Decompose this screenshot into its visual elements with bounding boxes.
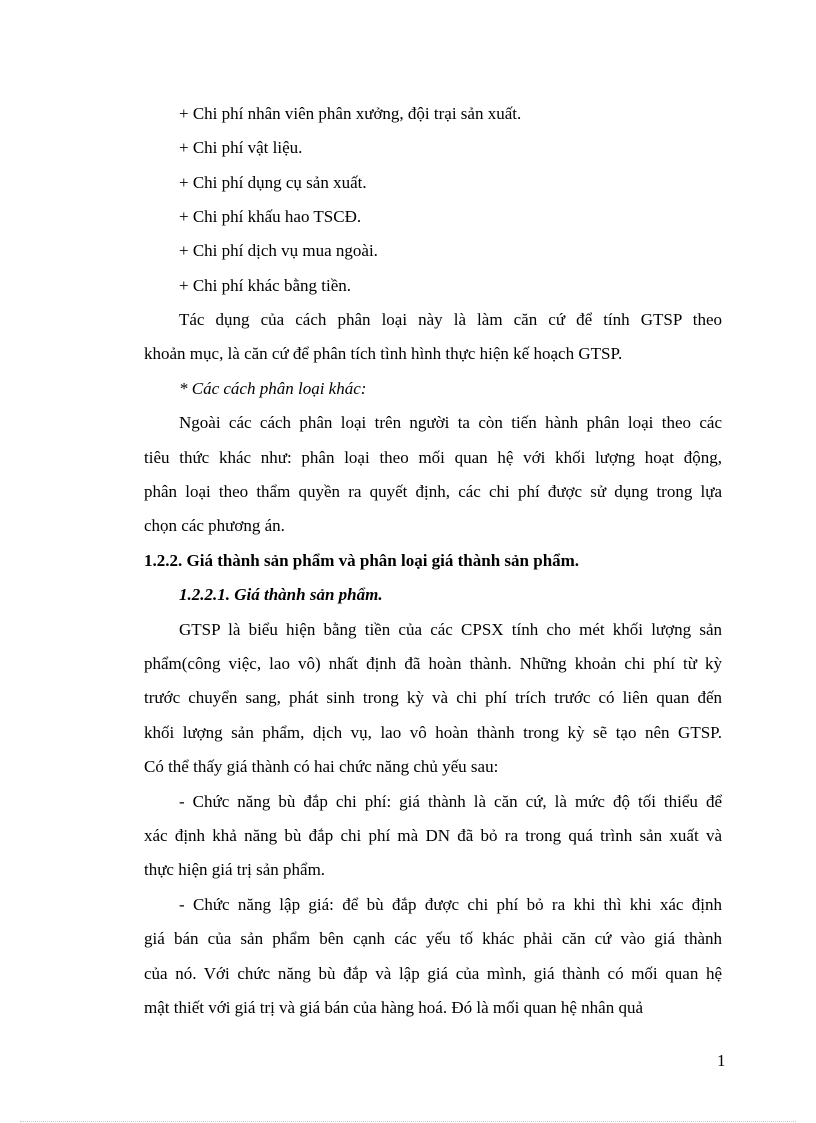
paragraph-line: - Chức năng bù đắp chi phí: giá thành là căn cứ, là mức độ tối thiểu để xyxy=(179,792,722,811)
paragraph-line: Tác dụng của cách phân loại này là làm căn cứ để tính GTSP theo xyxy=(179,310,722,329)
paragraph-line: Có thể thấy giá thành có hai chức năng chủ yếu sau: xyxy=(144,757,499,776)
other-methods-heading: * Các cách phân loại khác: xyxy=(179,379,367,398)
paragraph-line: thực hiện giá trị sản phẩm. xyxy=(144,860,326,879)
paragraph-line: mật thiết với giá trị và giá bán của hàng hoá. Đó là mối quan hệ nhân quả xyxy=(144,998,644,1017)
paragraph-line: giá bán của sản phẩm bên cạnh các yếu tố khác phải căn cứ vào giá thành xyxy=(144,929,722,948)
bullet-item: + Chi phí khấu hao TSCĐ. xyxy=(179,207,362,226)
bullet-item: + Chi phí nhân viên phân xưởng, đội trại sản xuất. xyxy=(179,104,522,123)
section-heading: 1.2.2. Giá thành sản phẩm và phân loại giá thành sản phẩm. xyxy=(144,551,580,570)
bullet-item: + Chi phí dụng cụ sản xuất. xyxy=(179,173,367,192)
paragraph-line: khối lượng sản phẩm, dịch vụ, lao vô hoàn thành trong kỳ sẽ tạo nên GTSP. xyxy=(144,723,722,742)
paragraph-line: chọn các phương án. xyxy=(144,516,285,535)
paragraph-line: xác định khả năng bù đắp chi phí mà DN đã bỏ ra trong quá trình sản xuất và xyxy=(144,826,722,845)
page-number: 1 xyxy=(717,1051,726,1070)
paragraph-line: của nó. Với chức năng bù đắp và lập giá của mình, giá thành có mối quan hệ xyxy=(144,964,722,983)
paragraph-line: - Chức năng lập giá: để bù đắp được chi phí bỏ ra khi thì khi xác định xyxy=(179,895,722,914)
bullet-item: + Chi phí dịch vụ mua ngoài. xyxy=(179,241,378,260)
paragraph-line: Ngoài các cách phân loại trên người ta còn tiến hành phân loại theo các xyxy=(179,413,722,432)
paragraph-line: phẩm(công việc, lao vô) nhất định đã hoàn thành. Những khoản chi phí từ kỳ xyxy=(144,654,722,673)
paragraph-line: GTSP là biểu hiện bằng tiền của các CPSX tính cho mét khối lượng sản xyxy=(179,620,722,639)
paragraph-line: tiêu thức khác như: phân loại theo mối quan hệ với khối lượng hoạt động, xyxy=(144,448,722,467)
paragraph-line: khoản mục, là căn cứ để phân tích tình hình thực hiện kế hoạch GTSP. xyxy=(144,344,623,363)
bullet-item: + Chi phí khác bằng tiền. xyxy=(179,276,352,295)
page-bottom-divider xyxy=(20,1121,796,1122)
bullet-item: + Chi phí vật liệu. xyxy=(179,138,303,157)
paragraph-line: trước chuyển sang, phát sinh trong kỳ và chi phí trích trước có liên quan đến xyxy=(144,688,722,707)
paragraph-line: phân loại theo thẩm quyền ra quyết định, các chi phí được sử dụng trong lựa xyxy=(144,482,722,501)
subsection-heading: 1.2.2.1. Giá thành sản phẩm. xyxy=(179,585,383,604)
